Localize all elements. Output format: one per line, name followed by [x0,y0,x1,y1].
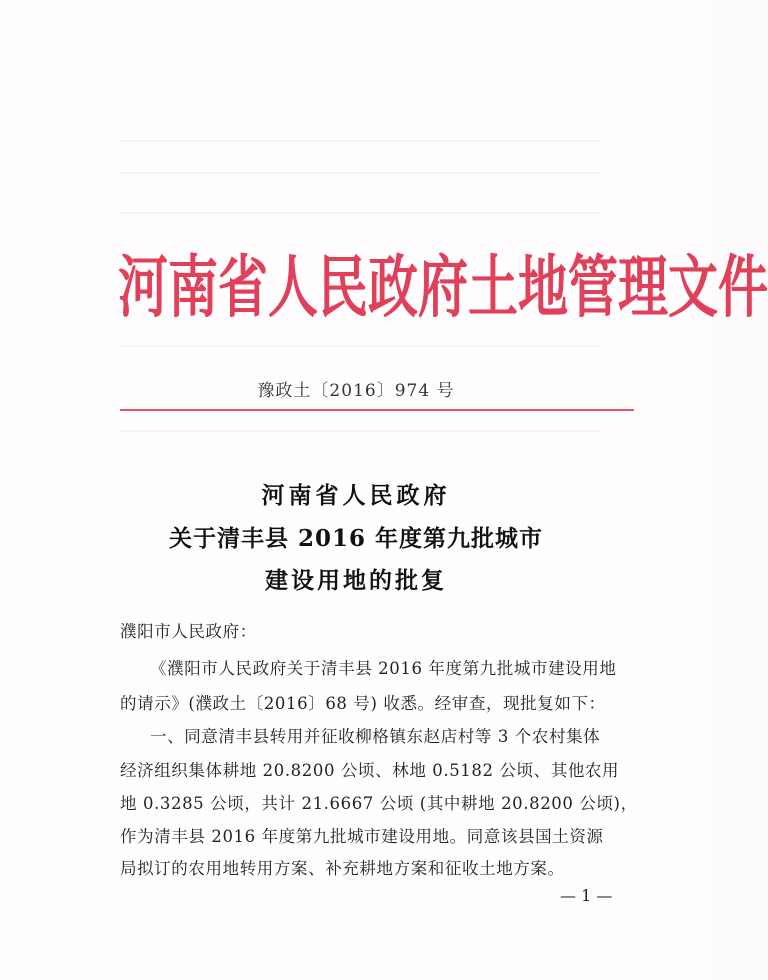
masthead-char: 河 [118,248,168,327]
masthead-char: 土 [468,248,518,327]
body-line: 一、同意清丰县转用并征收柳格镇东赵店村等 3 个农村集体 [150,727,601,746]
masthead-char: 府 [418,248,468,327]
body-line: 局拟订的农用地转用方案、补充耕地方案和征收土地方案。 [120,859,565,878]
masthead-char: 理 [618,248,668,327]
bleed-through-line [120,172,600,174]
body-line: 《濮阳市人民政府关于清丰县 2016 年度第九批城市建设用地 [150,659,617,678]
masthead-char: 管 [568,248,618,327]
masthead-char: 民 [318,248,368,327]
title-line-1: 河南省人民政府 [261,482,451,509]
body-line: 地 0.3285 公顷，共计 21.6667 公顷 (其中耕地 20.8200 公顷)， [120,794,638,813]
masthead-char: 南 [168,248,218,327]
red-separator-rule [120,409,634,411]
masthead-char: 文 [668,248,718,327]
document-masthead [118,225,768,338]
masthead-char: 人 [268,248,318,327]
masthead-char: 地 [518,248,568,327]
bleed-through-line [120,212,600,214]
bleed-through-line [120,430,600,432]
document-number: 豫政土〔2016〕974 号 [257,381,455,401]
bleed-through-line [120,140,600,142]
body-line: 作为清丰县 2016 年度第九批城市建设用地。同意该县国土资源 [120,827,604,846]
title-line-3: 建设用地的批复 [265,567,447,594]
body-line: 的请示》(濮政土〔2016〕68 号) 收悉。经审查，现批复如下： [120,694,606,713]
masthead-char: 件 [718,248,768,327]
title-line-2: 关于清丰县 2016 年度第九批城市 [168,525,544,552]
masthead-char: 省 [218,248,268,327]
page-number: — 1 — [560,886,613,905]
bleed-through-line [120,345,600,347]
body-line: 经济组织集体耕地 20.8200 公顷、林地 0.5182 公顷、其他农用 [120,761,620,780]
addressee: 濮阳市人民政府： [120,622,257,641]
masthead-char: 政 [368,248,418,327]
